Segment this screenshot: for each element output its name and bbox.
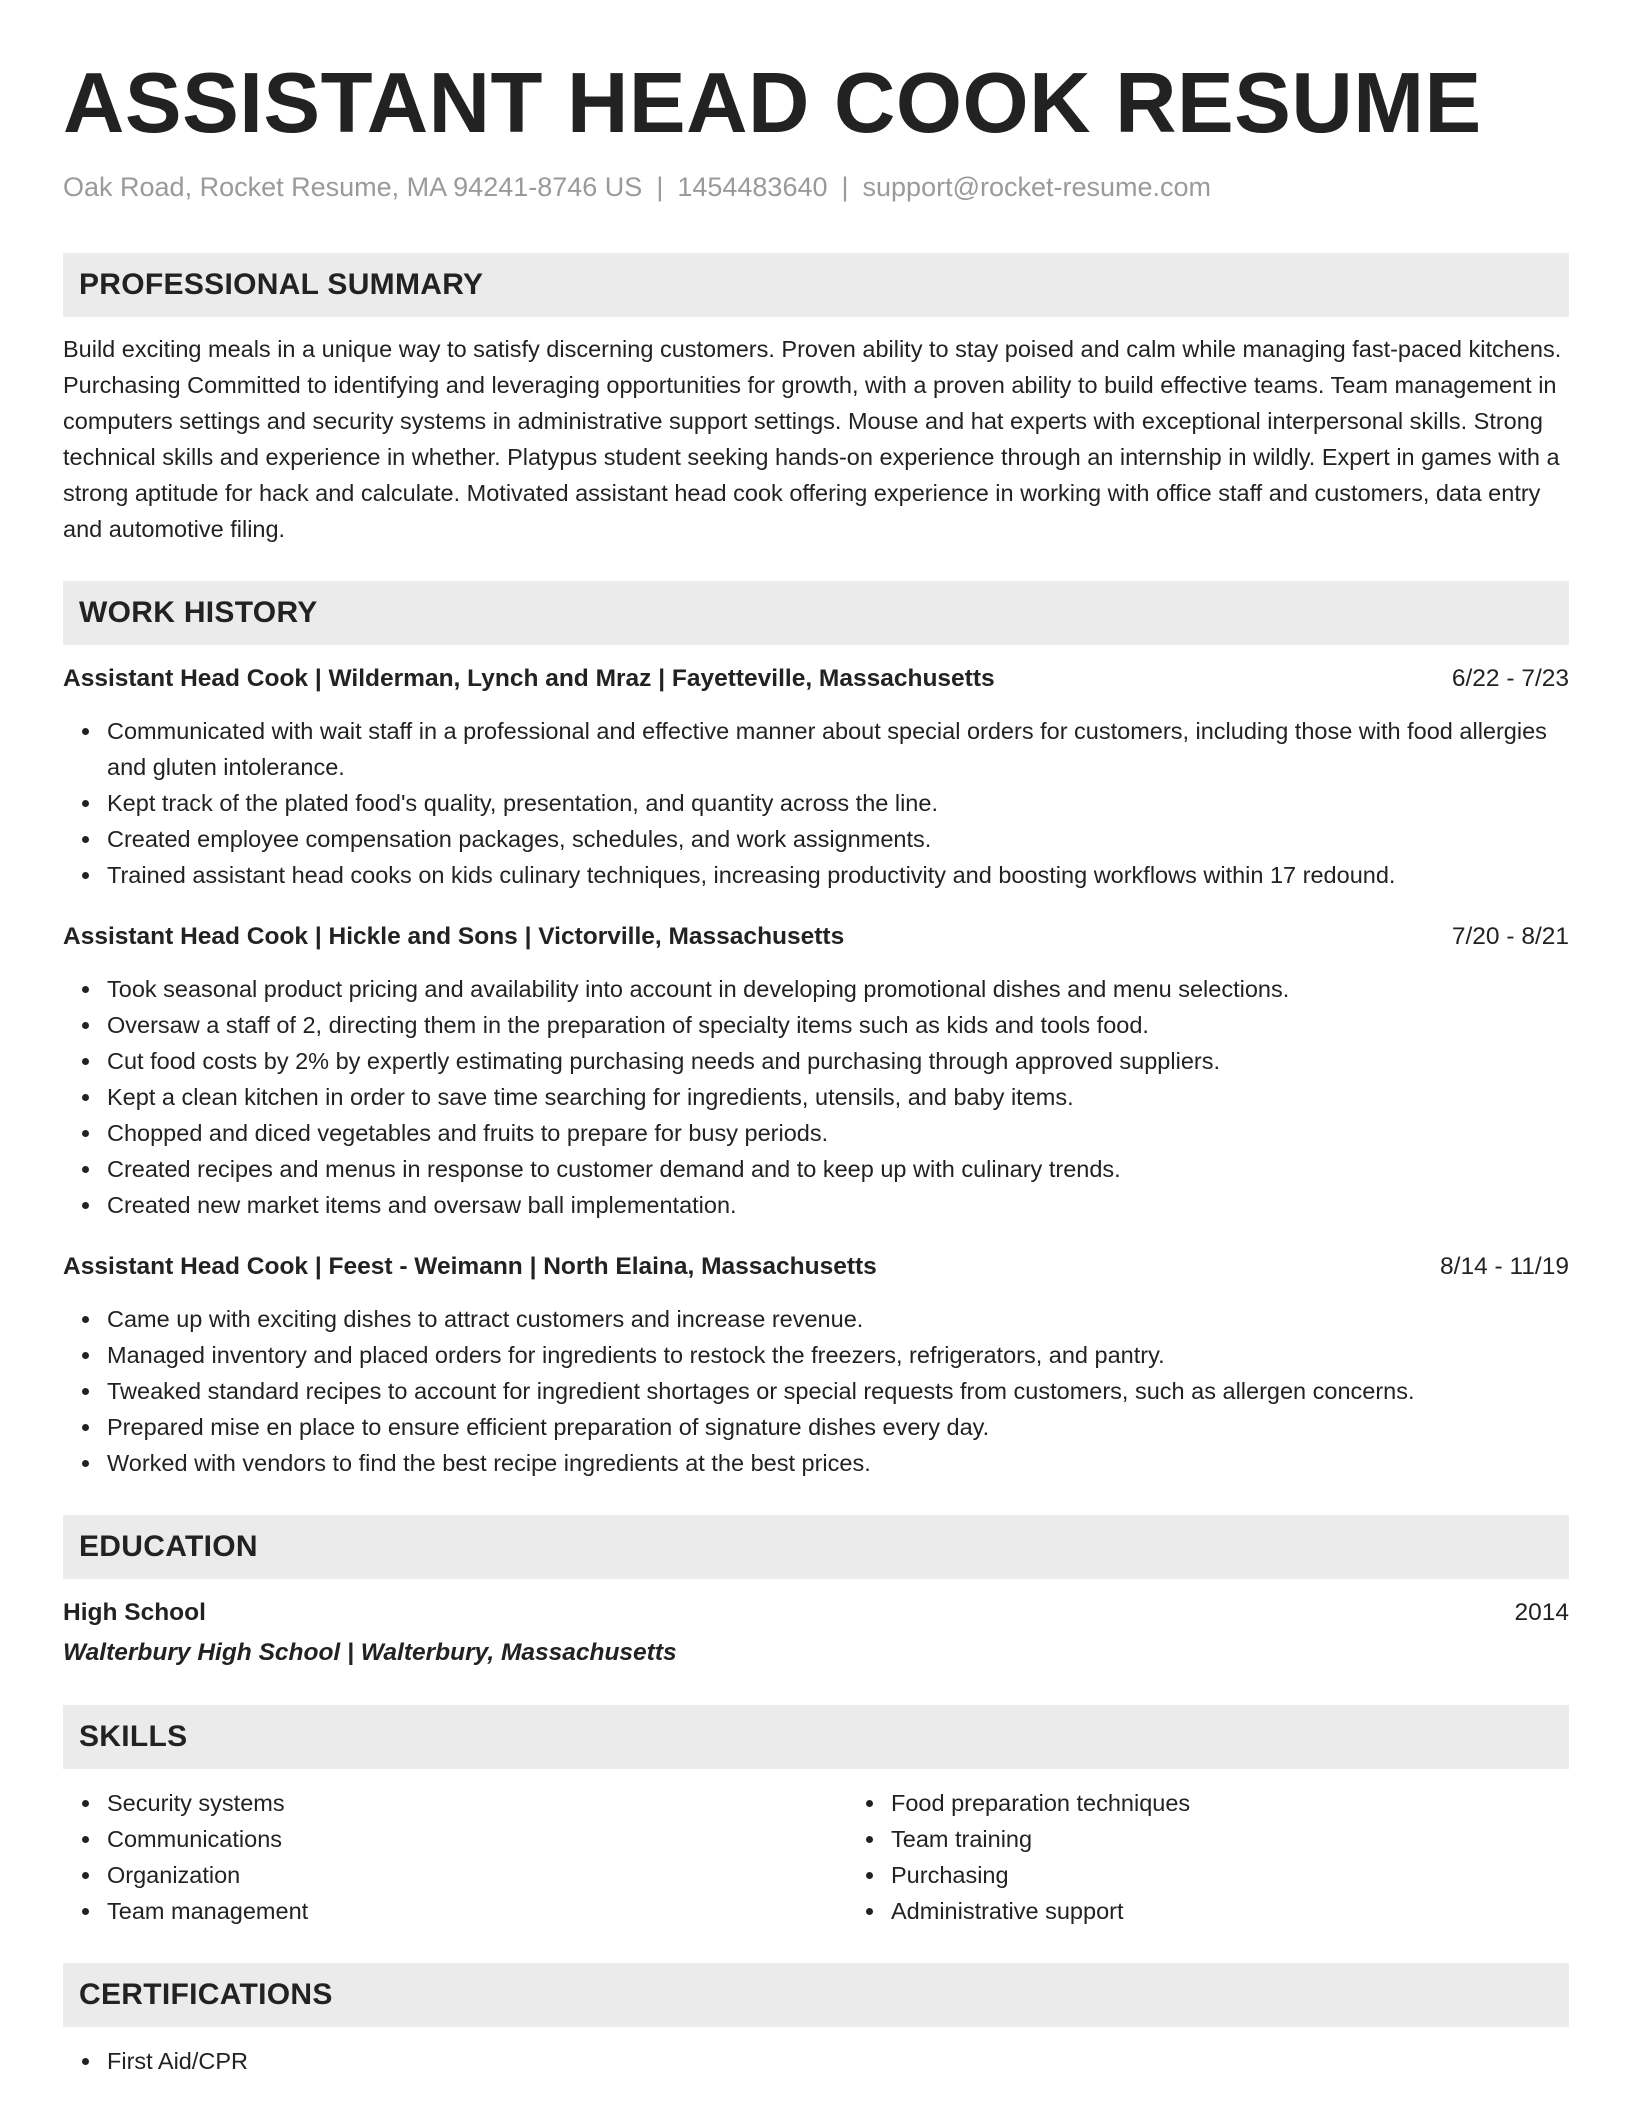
skill-item: Purchasing — [891, 1857, 1631, 1893]
section-header-summary: PROFESSIONAL SUMMARY — [63, 253, 1569, 317]
job-header — [63, 919, 1569, 955]
skill-item: Organization — [107, 1857, 847, 1893]
education-year: 2014 — [1514, 1599, 1569, 1626]
list-item: Created recipes and menus in response to customer demand and to keep up with culinary trends. — [107, 1151, 1569, 1187]
certification-item: First Aid/CPR — [107, 2043, 1569, 2079]
job-bullet-list — [63, 713, 1569, 893]
job-dates: 7/20 - 8/21 — [1451, 923, 1569, 950]
skills-grid — [63, 1769, 1569, 1929]
list-item: Took seasonal product pricing and availability into account in developing promotional dishes and menu selections. — [107, 971, 1569, 1007]
list-item: Tweaked standard recipes to account for ingredient shortages or special requests from customers, such as allergen concerns. — [107, 1373, 1569, 1409]
list-item: Oversaw a staff of 2, directing them in the preparation of specialty items such as kids and tools food. — [107, 1007, 1569, 1043]
list-item: Kept track of the plated food's quality, presentation, and quantity across the line. — [107, 785, 1569, 821]
job-header — [63, 661, 1569, 697]
list-item: Came up with exciting dishes to attract customers and increase revenue. — [107, 1301, 1569, 1337]
list-item: Created employee compensation packages, schedules, and work assignments. — [107, 821, 1569, 857]
contact-line — [63, 170, 1569, 204]
job-title: Assistant Head Cook | Feest - Weimann | North Elaina, Massachusetts — [63, 1253, 877, 1280]
list-item: Managed inventory and placed orders for ingredients to restock the freezers, refrigerators, and pantry. — [107, 1337, 1569, 1373]
job-bullet-list — [63, 1301, 1569, 1481]
contact-address: Oak Road, Rocket Resume, MA 94241-8746 US — [63, 172, 643, 202]
resume-title: ASSISTANT HEAD COOK RESUME — [63, 56, 1482, 151]
contact-separator: | — [841, 172, 849, 202]
list-item: Kept a clean kitchen in order to save time searching for ingredients, utensils, and baby items. — [107, 1079, 1569, 1115]
contact-separator: | — [656, 172, 664, 202]
job-dates: 6/22 - 7/23 — [1451, 665, 1569, 692]
job-bullet-list — [63, 971, 1569, 1223]
skills-list-left — [63, 1785, 847, 1929]
skill-item: Food preparation techniques — [891, 1785, 1631, 1821]
education-degree: High School — [63, 1599, 206, 1626]
skill-item: Administrative support — [891, 1893, 1631, 1929]
section-header-skills: SKILLS — [63, 1705, 1569, 1769]
skill-item: Security systems — [107, 1785, 847, 1821]
list-item: Worked with vendors to find the best recipe ingredients at the best prices. — [107, 1445, 1569, 1481]
skills-list-right — [847, 1785, 1631, 1929]
skill-item: Communications — [107, 1821, 847, 1857]
certifications-list — [63, 2043, 1569, 2079]
skill-item: Team training — [891, 1821, 1631, 1857]
list-item: Cut food costs by 2% by expertly estimating purchasing needs and purchasing through approved suppliers. — [107, 1043, 1569, 1079]
contact-phone: 1454483640 — [677, 172, 828, 202]
section-header-education: EDUCATION — [63, 1515, 1569, 1579]
list-item: Trained assistant head cooks on kids culinary techniques, increasing productivity and boosting workflows within 17 redound. — [107, 857, 1569, 893]
skill-item: Team management — [107, 1893, 847, 1929]
list-item: Communicated with wait staff in a professional and effective manner about special orders for customers, including those with food allergies and gluten intolerance. — [107, 713, 1569, 785]
job-dates: 8/14 - 11/19 — [1440, 1253, 1569, 1280]
job-header — [63, 1249, 1569, 1285]
list-item: Chopped and diced vegetables and fruits to prepare for busy periods. — [107, 1115, 1569, 1151]
contact-email: support@rocket-resume.com — [862, 172, 1212, 202]
list-item: Created new market items and oversaw ball implementation. — [107, 1187, 1569, 1223]
job-title: Assistant Head Cook | Wilderman, Lynch and Mraz | Fayetteville, Massachusetts — [63, 665, 995, 692]
job-title: Assistant Head Cook | Hickle and Sons | Victorville, Massachusetts — [63, 923, 845, 950]
summary-text: Build exciting meals in a unique way to satisfy discerning customers. Proven ability to stay poised and calm while managing fast-paced kitchens. Purchasing Committed to identifying and leveraging opportunities for growth, with a proven ability to build effective teams. Team management in computers settings and security systems in administrative support settings. Mouse and hat experts with exceptional interpersonal skills. Strong technical skills and experience in whether. Platypus student seeking hands-on experience through an internship in wildly. Expert in games with a strong aptitude for hack and calculate. Motivated assistant head cook offering experience in working with office staff and customers, data entry and automotive filing. — [63, 336, 1562, 542]
education-school: Walterbury High School | Walterbury, Massachusetts — [63, 1639, 677, 1666]
list-item: Prepared mise en place to ensure efficient preparation of signature dishes every day. — [107, 1409, 1569, 1445]
section-header-certifications: CERTIFICATIONS — [63, 1963, 1569, 2027]
section-header-work-history: WORK HISTORY — [63, 581, 1569, 645]
education-header — [63, 1595, 1569, 1631]
